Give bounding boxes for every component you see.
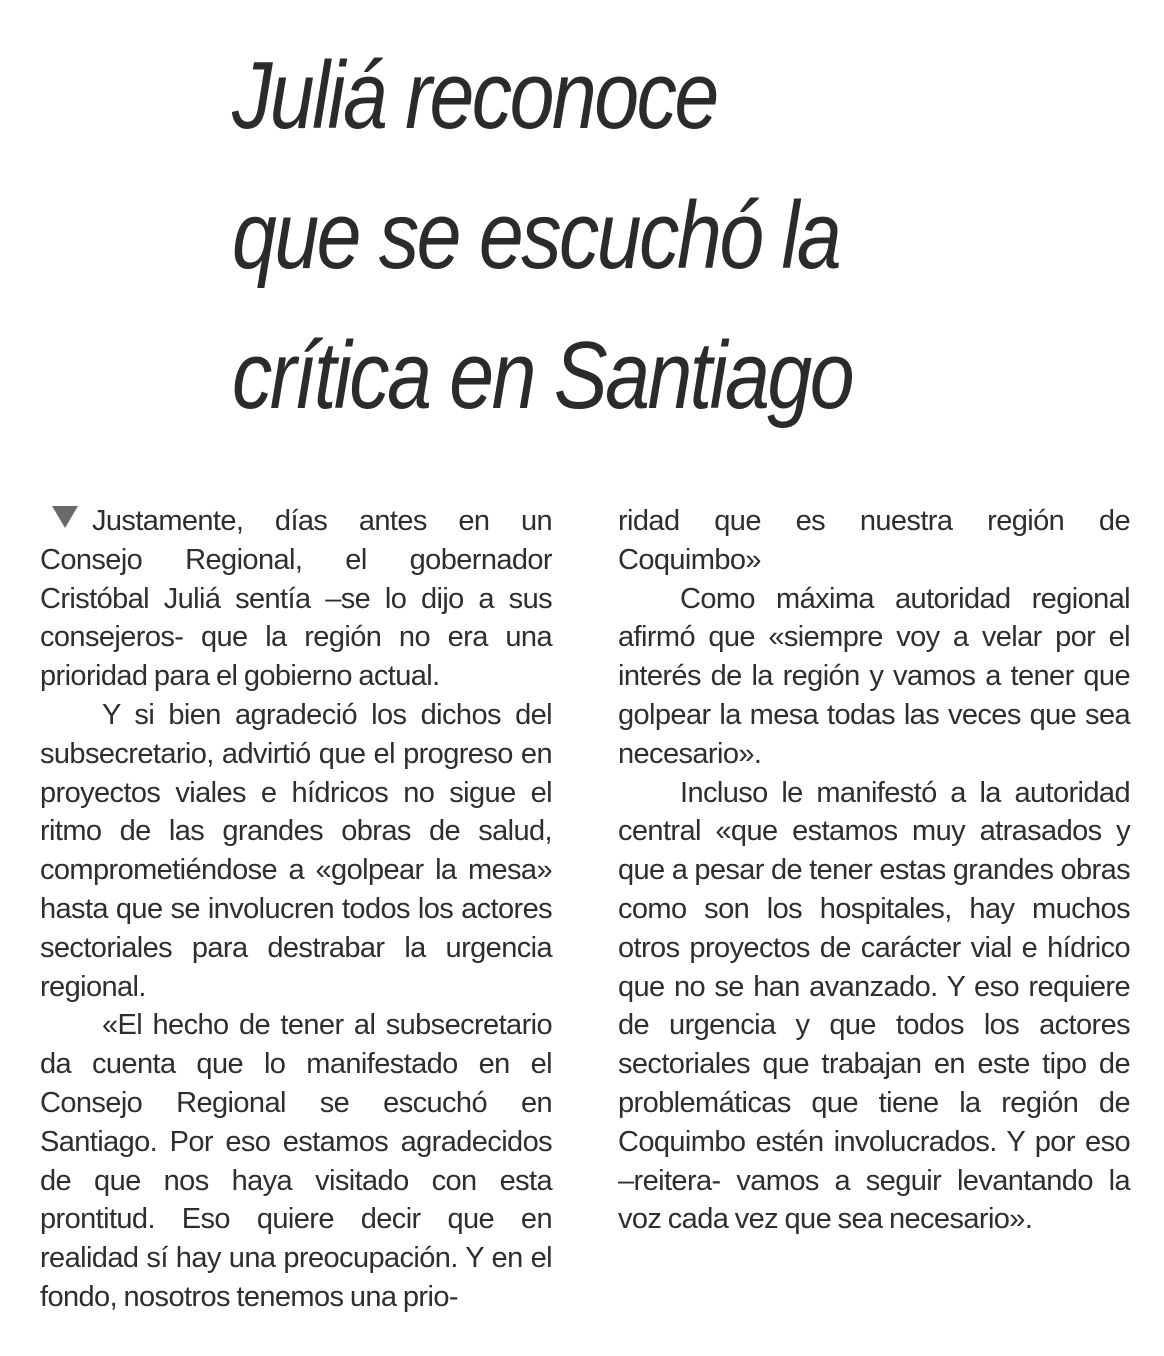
- paragraph-2: Y si bien agradeció los dichos del subsecretario, advirtió que el progreso en proyectos viales e hídricos no sigue el ritmo de las grandes obras de salud, comprometiéndose a «golpear la mesa» hasta que se involucren todos los actores sectoriales para destrabar la urgencia regional.: [40, 698, 552, 1003]
- headline-line-1: Juliá reconoce: [232, 42, 717, 149]
- triangle-marker-icon: [52, 506, 78, 528]
- paragraph-4: ridad que es nuestra región de Coquimbo»: [618, 505, 1130, 576]
- headline-line-2: que se escuchó la: [232, 182, 840, 289]
- paragraph-3: «El hecho de tener al subsecretario da cuenta que lo manifestado en el Consejo Regional se escuchó en Santiago. Por eso estamos agradecidos de que nos haya visitado con esta prontitud. Eso quiere decir que en realidad sí hay una preocupación. Y en el fondo, nosotros tenemos una prio-: [40, 1009, 552, 1313]
- article-column-right: [618, 502, 1130, 1239]
- paragraph-1-text: Justamente, días antes en un Consejo Regional, el gobernador Cristóbal Juliá sentía –se lo dijo a sus consejeros- que la región no era una prioridad para el gobierno actual.: [40, 505, 552, 693]
- paragraph-6: Incluso le manifestó a la autoridad central «que estamos muy atrasados y que a pesar de tener estas grandes obras como son los hospitales, hay muchos otros proyectos de carácter vial e hídrico que no se han avanzado. Y eso requiere de urgencia y que todos los actores sectoriales que trabajan en este tipo de problemáticas que tiene la región de Coquimbo estén involucrados. Y por eso –reitera- vamos a seguir levantando la voz cada vez que sea necesario».: [618, 776, 1130, 1236]
- headline-line-3: crítica en Santiago: [232, 322, 853, 429]
- paragraph-1: [40, 502, 552, 696]
- article-headline: [232, 26, 988, 446]
- paragraph-5: Como máxima autoridad regional afirmó que «siempre voy a velar por el interés de la región y vamos a tener que golpear la mesa todas las veces que sea necesario».: [618, 582, 1130, 770]
- article-column-left: [40, 502, 552, 1317]
